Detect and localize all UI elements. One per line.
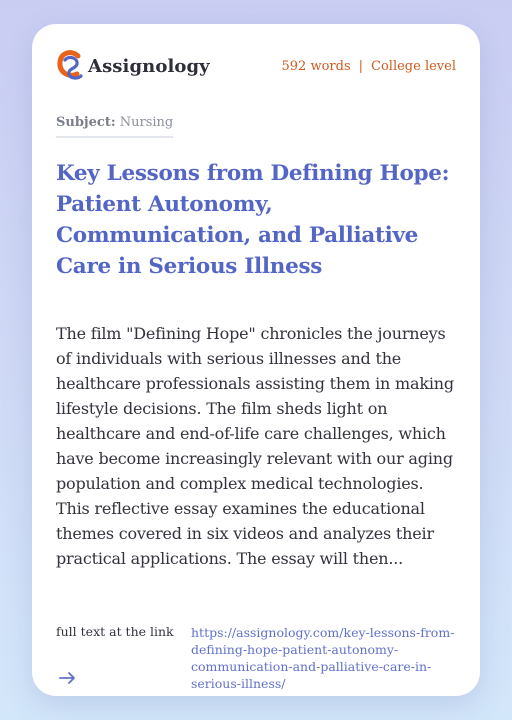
academic-level: College level [371, 58, 456, 74]
card-header [56, 48, 456, 84]
brand-name: Assignology [88, 55, 210, 77]
meta-separator: | [358, 58, 364, 74]
full-text-link[interactable]: https://assignology.com/key-lessons-from-defining-hope-patient-autonomy-communication-and-palliative-care-in-serious-illness/ [191, 625, 455, 691]
full-text-label: full text at the link [56, 624, 174, 639]
essay-excerpt: The film "Defining Hope" chronicles the journeys of individuals with serious illnesses and the healthcare professionals assisting them in making lifestyle decisions. The film sheds light on healthcare and end-of-life care challenges, which have become increasingly relevant with our aging population and complex medical technologies. This reflective essay examines the educational themes covered in six videos and analyzes their practical applications. The essay will then... [56, 324, 454, 568]
subject-value: Nursing [119, 115, 174, 130]
subject-label: Subject: [56, 115, 116, 130]
arrow-right-icon[interactable] [58, 668, 78, 688]
word-count: 592 words [281, 58, 351, 74]
essay-meta [282, 59, 456, 74]
subject-line [56, 115, 173, 138]
brand-logo[interactable] [56, 49, 210, 83]
assignology-logo-icon [56, 49, 86, 83]
essay-title: Key Lessons from Defining Hope: Patient Autonomy, Communication, and Palliative Care in Serious Illness [56, 161, 450, 279]
essay-card [32, 24, 480, 696]
